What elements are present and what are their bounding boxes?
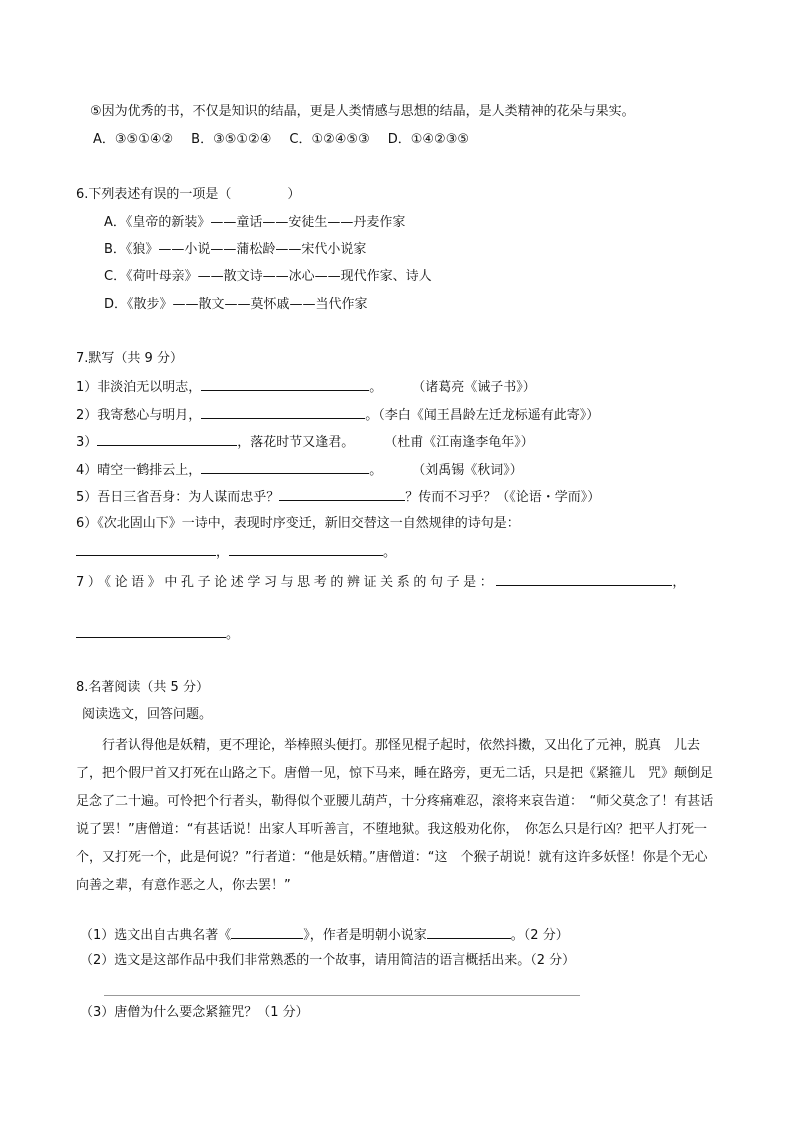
q7-item-3: 3） ，落花时节又逢君。 （杜甫《江南逢李龟年》） — [76, 432, 534, 452]
q7-blank-3[interactable] — [97, 432, 237, 446]
q8-instruction: 阅读选文，回答问题。 — [82, 707, 213, 722]
q5-option-a[interactable]: A．③⑤①④② — [93, 132, 174, 147]
q8-title: 8.名著阅读（共 5 分） — [76, 680, 209, 695]
q7-item-1: 1）非淡泊无以明志， 。 （诸葛亮《诫子书》） — [76, 377, 536, 397]
q7-blank-4[interactable] — [201, 460, 369, 474]
q6-option-a[interactable]: A．《皇帝的新装》——童话——安徒生——丹麦作家 — [104, 215, 406, 230]
q5-sentence-5: ⑤因为优秀的书，不仅是知识的结晶，更是人类情感与思想的结晶，是人类精神的花朵与果实。 — [90, 104, 635, 119]
q7-blank-5[interactable] — [279, 487, 405, 501]
q8-subquestion-1: （1）选文出自古典名著《 》，作者是明朝小说家 。（2 分） — [80, 925, 569, 945]
q6-option-d[interactable]: D．《散步》——散文——莫怀戚——当代作家 — [104, 297, 368, 312]
q5-option-c[interactable]: C．①②④⑤③ — [289, 132, 370, 147]
q8-blank-book[interactable] — [231, 925, 303, 939]
q7-item-6-answers: ， 。 — [76, 542, 396, 562]
q7-item-7-stem: 7）《论语》中孔子论述学习与思考的辨证关系的句子是： ， — [76, 572, 689, 592]
q7-item-6-stem: 6）《次北固山下》一诗中，表现时序变迁，新旧交替这一自然规律的诗句是： — [76, 516, 520, 531]
q7-item-7-answers: 。 — [76, 624, 239, 644]
q8-passage: 行者认得他是妖精，更不理论，举棒照头便打。那怪见棍子起时，依然抖擞，又出化了元神，脱真 儿去了，把个假尸首又打死在山路之下。唐僧一见，惊下马来，睡在路旁，更无二话，只是把《紧箍儿 咒》颠倒足足念了二十遍。可怜把个行者头，勒得似个亚腰儿葫芦，十分疼痛难忍，滚将来哀告道： “师父莫念了！有甚话说了罢！”唐僧道：“有甚话说！出家人耳听善言，不堕地狱。我这般劝化你， 你怎么只是行凶？把平人打死一个，又打死一个，此是何说？”行者道：“他是妖精。”唐僧道：“这 个猴子胡说！就有这许多妖怪！你是个无心向善之辈，有意作恶之人，你去罢！” — [76, 738, 714, 893]
q7-blank-1[interactable] — [201, 377, 369, 391]
q7-blank-2[interactable] — [201, 405, 365, 419]
q7-blank-6a[interactable] — [76, 542, 216, 556]
q6-stem: 6.下列表述有误的一项是（ ） — [76, 187, 301, 202]
q7-blank-7b[interactable] — [76, 624, 226, 638]
q8-subquestion-2: （2）选文是这部作品中我们非常熟悉的一个故事，请用简洁的语言概括出来。（2 分） — [80, 953, 576, 968]
q5-option-d[interactable]: D．①④②③⑤ — [387, 132, 470, 147]
q8-answer-line-2[interactable] — [104, 995, 580, 996]
q5-options — [93, 131, 469, 149]
q7-title: 7.默写（共 9 分） — [76, 351, 183, 366]
q7-blank-6b[interactable] — [229, 542, 383, 556]
q8-blank-author[interactable] — [427, 925, 511, 939]
q5-option-b[interactable]: B．③⑤①②④ — [191, 132, 272, 147]
q7-item-2: 2）我寄愁心与明月， 。（李白《闻王昌龄左迁龙标遥有此寄》） — [76, 405, 599, 425]
q8-subquestion-3: （3）唐僧为什么要念紧箍咒？（1 分） — [80, 1005, 309, 1020]
q6-option-c[interactable]: C．《荷叶母亲》——散文诗——冰心——现代作家、诗人 — [104, 269, 432, 284]
q7-item-5: 5）吾日三省吾身：为人谋而忠乎？ ？传而不习乎？（《论语・学而》） — [76, 487, 600, 507]
q7-item-4: 4）晴空一鹤排云上， 。 （刘禹锡《秋词》） — [76, 460, 523, 480]
q7-blank-7a[interactable] — [496, 572, 672, 586]
q6-option-b[interactable]: B．《狼》——小说——蒲松龄——宋代小说家 — [104, 242, 367, 257]
